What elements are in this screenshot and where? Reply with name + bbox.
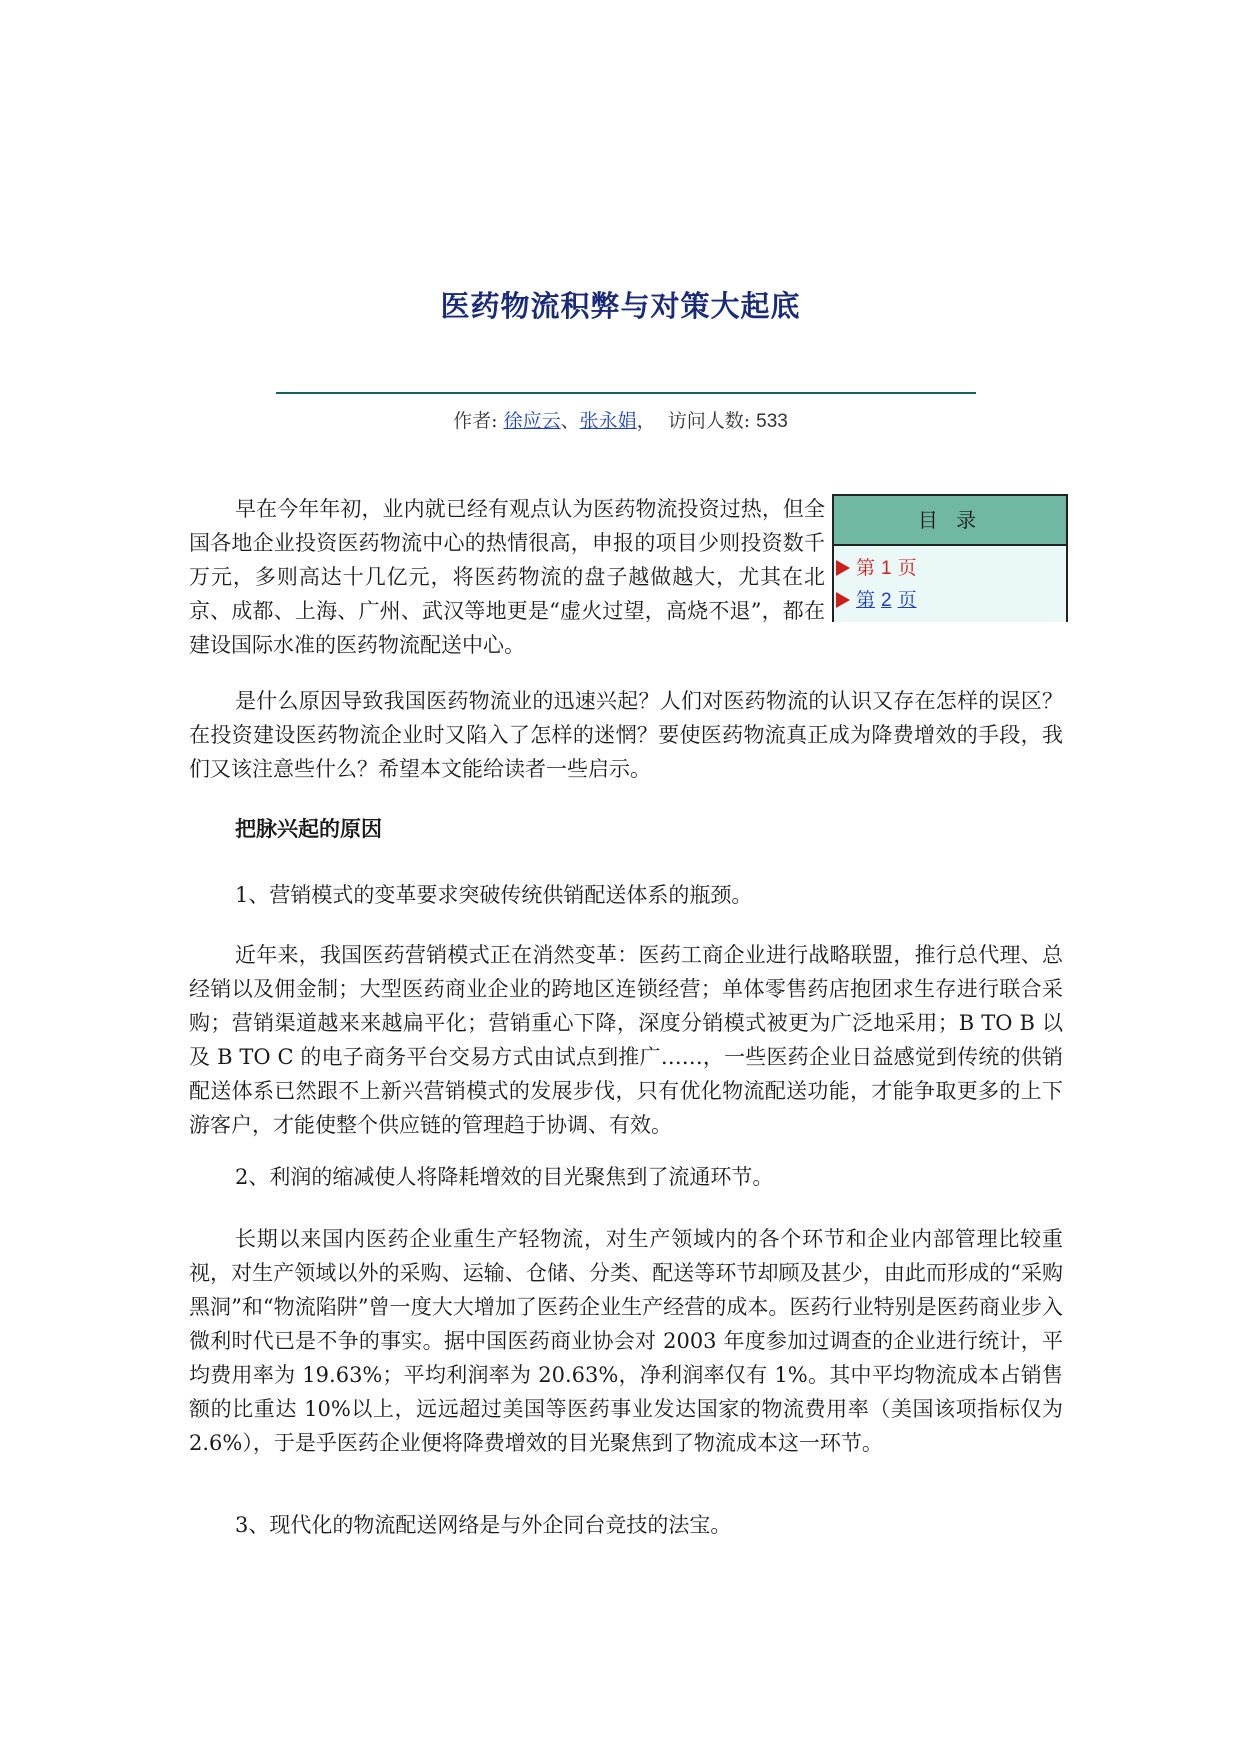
arrow-right-icon	[836, 560, 850, 576]
point-2-text: 2、利润的缩减使人将降耗增效的目光聚焦到了流通环节。	[235, 1165, 774, 1189]
point-3-text: 3、现代化的物流配送网络是与外企同台竞技的法宝。	[235, 1513, 732, 1537]
toc-header: 目 录	[834, 496, 1066, 546]
visits-label: 访问人数:	[667, 410, 751, 432]
section-heading-text: 把脉兴起的原因	[235, 816, 382, 841]
toc-item-page-2[interactable]	[834, 584, 1066, 616]
point-1-text: 1、营销模式的变革要求突破传统供销配送体系的瓶颈。	[235, 883, 753, 907]
toc-prefix: 第	[856, 589, 876, 611]
article-title: 医药物流积弊与对策大起底	[440, 289, 801, 323]
point-1	[189, 878, 1063, 912]
byline-comma: ，	[636, 410, 656, 432]
arrow-right-icon	[836, 592, 850, 608]
point-2	[189, 1160, 1063, 1194]
toc-suffix: 页	[897, 557, 917, 579]
toc-number: 2	[881, 590, 892, 611]
paragraph-profit	[189, 1222, 1063, 1460]
byline	[0, 406, 1241, 433]
paragraph-intro: 早在今年年初，业内就已经有观点认为医药物流投资过热，但全国各地企业投资医药物流中心的热情很高，申报的项目少则投资数千万元，多则高达十几亿元，将医药物流的盘子越做越大，尤其在北京、成都、上海、广州、武汉等地更是“虚火过望，高烧不退”，都在建设国际水准的医药物流配送中心。	[189, 497, 825, 657]
author-label: 作者:	[453, 410, 498, 432]
paragraph-text: 近年来，我国医药营销模式正在消然变革：医药工商企业进行战略联盟，推行总代理、总经销以及佣金制；大型医药商业企业的跨地区连锁经营；单体零售药店抱团求生存进行联合采购；营销渠道越来来越扁平化；营销重心下降，深度分销模式被更为广泛地采用；B TO B 以及 B TO C 的电子商务平台交易方式由试点到推广……，一些医药企业日益感觉到传统的供销配送体系已然跟不上新兴营销模式的发展步伐，只有优化物流配送功能，才能争取更多的上下游客户，才能使整个供应链的管理趋于协调、有效。	[189, 943, 1063, 1137]
author-link-1[interactable]: 徐应云	[503, 410, 561, 432]
paragraph-questions	[189, 684, 1063, 786]
point-3	[189, 1508, 1063, 1542]
paragraph-text: 长期以来国内医药企业重生产轻物流，对生产领域内的各个环节和企业内部管理比较重视，对生产领域以外的采购、运输、仓储、分类、配送等环节却顾及甚少，由此而形成的“采购黑洞”和“物流陷阱”曾一度大大增加了医药企业生产经营的成本。医药行业特别是医药商业步入微利时代已是不争的事实。据中国医药商业协会对 2003 年度参加过调查的企业进行统计，平均费用率为 19.63%；平均利润率为 20.63%，净利润率仅有 1%。其中平均物流成本占销售额的比重达 10%以上，远远超过美国等医药事业发达国家的物流费用率（美国该项指标仅为 2.6%），于是乎医药企业便将降费增效的目光聚焦到了物流成本这一环节。	[189, 1227, 1063, 1455]
table-of-contents	[832, 494, 1068, 622]
toc-number: 1	[881, 558, 892, 579]
title-divider	[276, 392, 976, 394]
toc-item-page-1[interactable]	[834, 552, 1066, 584]
toc-prefix: 第	[856, 557, 876, 579]
visits-count: 533	[756, 411, 788, 432]
toc-suffix: 页	[897, 589, 917, 611]
section-heading	[189, 812, 1063, 846]
paragraph-marketing	[189, 938, 1063, 1142]
toc-list	[834, 546, 1066, 622]
paragraph-text: 是什么原因导致我国医药物流业的迅速兴起？人们对医药物流的认识又存在怎样的误区？在投资建设医药物流企业时又陷入了怎样的迷惘？要使医药物流真正成为降费增效的手段，我们又该注意些什么？希望本文能给读者一些启示。	[189, 689, 1063, 781]
author-link-2[interactable]: 张永娟	[579, 410, 637, 432]
author-separator: 、	[560, 410, 580, 432]
